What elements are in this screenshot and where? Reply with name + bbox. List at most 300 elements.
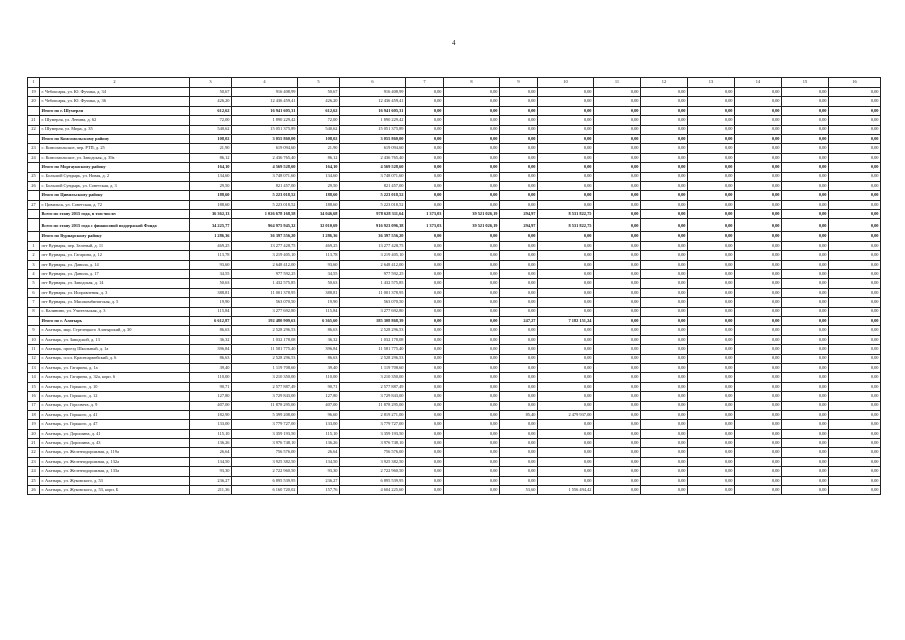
value-cell: 0,00 <box>538 476 594 485</box>
value-cell: 0,00 <box>782 163 829 172</box>
value-cell: 0,00 <box>782 116 829 125</box>
value-cell: 0,00 <box>406 279 444 288</box>
value-cell: 0,00 <box>688 241 735 250</box>
row-number-cell: 17 <box>28 401 40 410</box>
address-cell: Итого по г. Шумерля <box>40 106 190 115</box>
value-cell: 236,27 <box>298 476 340 485</box>
value-cell: 0,00 <box>688 232 735 241</box>
value-cell: 3 748 071,60 <box>340 172 406 181</box>
value-cell: 0,00 <box>641 448 688 457</box>
value-cell: 0,00 <box>735 298 782 307</box>
value-cell: 6 612,87 <box>190 316 232 325</box>
value-cell: 0,00 <box>594 116 641 125</box>
address-cell: г. Алатырь, ул. Заводской, д. 13 <box>40 335 190 344</box>
value-cell: 0,00 <box>500 354 538 363</box>
value-cell: 39 521 026,19 <box>444 210 500 219</box>
value-cell: 0,00 <box>829 439 881 448</box>
table-row <box>28 97 881 106</box>
value-cell: 0,00 <box>688 270 735 279</box>
table-row <box>28 392 881 401</box>
value-cell: 11 001 378,95 <box>340 288 406 297</box>
row-number-cell: 13 <box>28 363 40 372</box>
value-cell: 0,00 <box>538 97 594 106</box>
value-cell: 0,00 <box>829 467 881 476</box>
value-cell: 0,00 <box>688 251 735 260</box>
total-row <box>28 106 881 115</box>
value-cell: 0,00 <box>594 298 641 307</box>
value-cell: 0,00 <box>500 251 538 260</box>
value-cell: 0,00 <box>538 191 594 200</box>
value-cell: 2 722 960,50 <box>340 467 406 476</box>
total-row <box>28 219 881 232</box>
value-cell: 0,00 <box>406 125 444 134</box>
value-cell: 0,00 <box>782 219 829 232</box>
value-cell: 0,00 <box>538 354 594 363</box>
row-number-cell: 1 <box>28 241 40 250</box>
value-cell: 0,00 <box>735 163 782 172</box>
value-cell: 0,00 <box>538 153 594 162</box>
value-cell: 90,71 <box>298 382 340 391</box>
value-cell: 0,00 <box>641 345 688 354</box>
value-cell: 0,00 <box>829 200 881 209</box>
value-cell: 0,00 <box>444 106 500 115</box>
table-row <box>28 401 881 410</box>
value-cell: 0,00 <box>594 467 641 476</box>
value-cell: 0,00 <box>500 270 538 279</box>
value-cell: 0,00 <box>406 354 444 363</box>
value-cell: 2 577 887,49 <box>340 382 406 391</box>
value-cell: 0,00 <box>444 476 500 485</box>
value-cell: 0,00 <box>406 260 444 269</box>
value-cell: 0,00 <box>641 401 688 410</box>
row-number-cell: 5 <box>28 279 40 288</box>
value-cell: 0,00 <box>735 467 782 476</box>
value-cell: 756 576,00 <box>340 448 406 457</box>
value-cell: 0,00 <box>735 439 782 448</box>
row-number-cell: 9 <box>28 326 40 335</box>
value-cell: 11 001 378,95 <box>232 288 298 297</box>
value-cell: 16 941 605,31 <box>340 106 406 115</box>
value-cell: 6 895 539,95 <box>232 476 298 485</box>
value-cell: 0,00 <box>594 316 641 325</box>
value-cell: 0,00 <box>782 486 829 495</box>
value-cell: 619 094,60 <box>232 144 298 153</box>
value-cell: 0,00 <box>538 116 594 125</box>
value-cell: 0,00 <box>500 153 538 162</box>
value-cell: 612,62 <box>190 106 232 115</box>
value-cell: 0,00 <box>594 457 641 466</box>
value-cell: 36 397 556,20 <box>340 232 406 241</box>
value-cell: 0,00 <box>594 88 641 97</box>
value-cell: 0,00 <box>782 410 829 419</box>
row-number-cell <box>28 134 40 143</box>
value-cell: 0,00 <box>829 345 881 354</box>
value-cell: 0,00 <box>406 467 444 476</box>
table-row <box>28 326 881 335</box>
value-cell: 0,00 <box>782 251 829 260</box>
value-cell: 115,10 <box>298 429 340 438</box>
value-cell: 0,00 <box>641 410 688 419</box>
table-row <box>28 476 881 485</box>
value-cell: 0,00 <box>538 181 594 190</box>
value-cell: 0,00 <box>594 191 641 200</box>
value-cell: 3 779 727,00 <box>232 420 298 429</box>
value-cell: 3 729 843,00 <box>340 392 406 401</box>
value-cell: 426,20 <box>298 97 340 106</box>
column-number-cell: 6 <box>340 78 406 88</box>
value-cell: 0,00 <box>500 298 538 307</box>
value-cell: 0,00 <box>406 153 444 162</box>
value-cell: 0,00 <box>735 106 782 115</box>
address-cell: г. Алатырь, ул. Горького, д. 10 <box>40 382 190 391</box>
column-number-cell: 9 <box>500 78 538 88</box>
value-cell: 0,00 <box>688 191 735 200</box>
value-cell: 134,60 <box>298 172 340 181</box>
value-cell: 0,00 <box>444 279 500 288</box>
value-cell: 36 397 556,20 <box>232 232 298 241</box>
value-cell: 0,00 <box>444 429 500 438</box>
row-number-cell: 27 <box>28 200 40 209</box>
table-row <box>28 181 881 190</box>
table-row <box>28 116 881 125</box>
value-cell: 0,00 <box>594 307 641 316</box>
value-cell: 396,84 <box>190 345 232 354</box>
value-cell: 0,00 <box>500 448 538 457</box>
value-cell: 113,78 <box>190 251 232 260</box>
value-cell: 0,00 <box>829 125 881 134</box>
value-cell: 0,00 <box>829 307 881 316</box>
value-cell: 0,00 <box>406 316 444 325</box>
value-cell: 0,00 <box>688 467 735 476</box>
value-cell: 469,25 <box>190 241 232 250</box>
value-cell: 0,00 <box>735 144 782 153</box>
value-cell: 0,00 <box>735 354 782 363</box>
value-cell: 396,84 <box>298 345 340 354</box>
value-cell: 1 432 575,85 <box>232 279 298 288</box>
value-cell: 0,00 <box>538 232 594 241</box>
total-row <box>28 316 881 325</box>
value-cell: 0,00 <box>782 288 829 297</box>
value-cell: 0,00 <box>782 298 829 307</box>
value-cell: 11 878 295,00 <box>232 401 298 410</box>
address-cell: г. Шумерля, ул. Ленина, д. 62 <box>40 116 190 125</box>
address-cell: с. Калинино, ул. Учительская, д. 3 <box>40 307 190 316</box>
value-cell: 0,00 <box>829 106 881 115</box>
value-cell: 3 277 692,80 <box>340 307 406 316</box>
value-cell: 0,00 <box>829 251 881 260</box>
value-cell: 0,00 <box>500 260 538 269</box>
value-cell: 0,00 <box>500 420 538 429</box>
value-cell: 0,00 <box>538 288 594 297</box>
value-cell: 247,27 <box>500 316 538 325</box>
column-number-cell: 14 <box>735 78 782 88</box>
value-cell: 0,00 <box>782 392 829 401</box>
value-cell: 0,00 <box>594 251 641 260</box>
value-cell: 86,12 <box>298 153 340 162</box>
value-cell: 0,00 <box>406 401 444 410</box>
value-cell: 0,00 <box>444 448 500 457</box>
value-cell: 0,00 <box>641 439 688 448</box>
column-number-cell: 10 <box>538 78 594 88</box>
value-cell: 34 225,77 <box>190 219 232 232</box>
value-cell: 0,00 <box>829 279 881 288</box>
value-cell: 0,00 <box>444 251 500 260</box>
value-cell: 0,00 <box>406 97 444 106</box>
value-cell: 0,00 <box>735 191 782 200</box>
row-number-cell: 26 <box>28 486 40 495</box>
value-cell: 0,00 <box>641 125 688 134</box>
row-number-cell: 22 <box>28 448 40 457</box>
value-cell: 134,50 <box>190 457 232 466</box>
value-cell: 0,00 <box>829 116 881 125</box>
total-row <box>28 210 881 219</box>
value-cell: 977 592,25 <box>340 270 406 279</box>
value-cell: 0,00 <box>829 457 881 466</box>
value-cell: 36,32 <box>190 335 232 344</box>
value-cell: 0,00 <box>594 270 641 279</box>
value-cell: 0,00 <box>735 88 782 97</box>
value-cell: 0,00 <box>500 307 538 316</box>
value-cell: 0,00 <box>782 429 829 438</box>
value-cell: 0,00 <box>444 467 500 476</box>
value-cell: 2 648 412,00 <box>340 260 406 269</box>
column-number-cell: 2 <box>40 78 190 88</box>
value-cell: 11 581 775,40 <box>232 345 298 354</box>
value-cell: 0,00 <box>538 363 594 372</box>
address-cell: Итого по Цивильскому району <box>40 191 190 200</box>
value-cell: 6 895 539,95 <box>340 476 406 485</box>
value-cell: 0,00 <box>538 163 594 172</box>
row-number-cell: 6 <box>28 288 40 297</box>
value-cell: 3 359 193,50 <box>232 429 298 438</box>
value-cell: 85,40 <box>500 410 538 419</box>
value-cell: 0,00 <box>782 181 829 190</box>
row-number-cell: 19 <box>28 420 40 429</box>
row-number-cell: 19 <box>28 88 40 97</box>
value-cell: 0,00 <box>444 392 500 401</box>
row-number-cell: 15 <box>28 382 40 391</box>
address-cell: г. Алатырь, ул. Горького, д. 12 <box>40 392 190 401</box>
value-cell: 0,00 <box>782 125 829 134</box>
value-cell: 0,00 <box>444 97 500 106</box>
value-cell: 36 362,13 <box>190 210 232 219</box>
value-cell: 0,00 <box>735 232 782 241</box>
value-cell: 0,00 <box>444 382 500 391</box>
value-cell: 0,00 <box>406 288 444 297</box>
table-row <box>28 270 881 279</box>
value-cell: 0,00 <box>829 335 881 344</box>
value-cell: 0,00 <box>829 354 881 363</box>
value-cell: 0,00 <box>444 298 500 307</box>
value-cell: 0,00 <box>641 335 688 344</box>
value-cell: 0,00 <box>500 232 538 241</box>
address-cell: с. Комсомольское, ул. Заводская, д. 39а <box>40 153 190 162</box>
value-cell: 0,00 <box>594 326 641 335</box>
value-cell: 0,00 <box>641 307 688 316</box>
value-cell: 96,60 <box>298 410 340 419</box>
value-cell: 0,00 <box>829 382 881 391</box>
value-cell: 1 119 708,60 <box>232 363 298 372</box>
column-number-cell: 12 <box>641 78 688 88</box>
value-cell: 0,00 <box>500 288 538 297</box>
address-cell: г. Алатырь, ул. Жуковского, д. 53 <box>40 476 190 485</box>
row-number-cell: 24 <box>28 467 40 476</box>
value-cell: 0,00 <box>735 125 782 134</box>
value-cell: 619 094,60 <box>340 144 406 153</box>
value-cell: 0,00 <box>538 457 594 466</box>
value-cell: 0,00 <box>641 97 688 106</box>
value-cell: 5 223 018,52 <box>232 200 298 209</box>
table-row <box>28 298 881 307</box>
value-cell: 0,00 <box>444 125 500 134</box>
value-cell: 0,00 <box>641 382 688 391</box>
value-cell: 0,00 <box>444 153 500 162</box>
address-cell: Итого по г. Алатырь <box>40 316 190 325</box>
address-cell: г. Алатырь, ул. Дорошина, д. 41 <box>40 429 190 438</box>
table-row <box>28 335 881 344</box>
value-cell: 2 528 296,53 <box>340 354 406 363</box>
value-cell: 0,00 <box>538 467 594 476</box>
value-cell: 6 365,60 <box>298 316 340 325</box>
value-cell: 0,00 <box>688 219 735 232</box>
value-cell: 0,00 <box>641 153 688 162</box>
value-cell: 0,00 <box>406 88 444 97</box>
value-cell: 12 436 459,41 <box>340 97 406 106</box>
value-cell: 39 521 026,19 <box>444 219 500 232</box>
value-cell: 0,00 <box>594 345 641 354</box>
value-cell: 0,00 <box>641 279 688 288</box>
value-cell: 0,00 <box>500 241 538 250</box>
table-row <box>28 410 881 419</box>
value-cell: 294,97 <box>500 210 538 219</box>
value-cell: 0,00 <box>500 401 538 410</box>
value-cell: 0,00 <box>735 326 782 335</box>
value-cell: 0,00 <box>735 316 782 325</box>
value-cell: 0,00 <box>406 373 444 382</box>
value-cell: 5 399 208,00 <box>232 410 298 419</box>
value-cell: 0,00 <box>688 153 735 162</box>
row-number-cell: 10 <box>28 335 40 344</box>
value-cell: 3 210 350,00 <box>340 373 406 382</box>
value-cell: 0,00 <box>735 345 782 354</box>
value-cell: 0,00 <box>538 373 594 382</box>
address-cell: г. Алатырь, ул. Железнодорожная, д. 132а <box>40 457 190 466</box>
value-cell: 0,00 <box>641 457 688 466</box>
value-cell: 0,00 <box>444 373 500 382</box>
value-cell: 0,00 <box>538 260 594 269</box>
value-cell: 0,00 <box>829 241 881 250</box>
value-cell: 0,00 <box>641 486 688 495</box>
value-cell: 0,00 <box>500 373 538 382</box>
value-cell: 0,00 <box>829 363 881 372</box>
value-cell: 0,00 <box>594 410 641 419</box>
row-number-cell: 11 <box>28 345 40 354</box>
value-cell: 11 581 775,40 <box>340 345 406 354</box>
row-number-cell: 21 <box>28 439 40 448</box>
value-cell: 50,67 <box>190 88 232 97</box>
value-cell: 93,30 <box>190 467 232 476</box>
value-cell: 0,00 <box>500 457 538 466</box>
value-cell: 0,00 <box>688 88 735 97</box>
value-cell: 1 890 229,42 <box>232 116 298 125</box>
address-cell: пгт Вурнары, ул. Исправления, д. 3 <box>40 288 190 297</box>
value-cell: 86,63 <box>190 354 232 363</box>
value-cell: 0,00 <box>735 172 782 181</box>
row-number-cell: 26 <box>28 181 40 190</box>
value-cell: 0,00 <box>735 260 782 269</box>
value-cell: 0,00 <box>500 392 538 401</box>
value-cell: 0,00 <box>782 200 829 209</box>
value-cell: 182,90 <box>190 410 232 419</box>
table-row <box>28 448 881 457</box>
value-cell: 0,00 <box>688 125 735 134</box>
value-cell: 2 722 960,50 <box>232 467 298 476</box>
value-cell: 540,62 <box>298 125 340 134</box>
value-cell: 0,00 <box>444 439 500 448</box>
value-cell: 0,00 <box>500 97 538 106</box>
value-cell: 540,62 <box>190 125 232 134</box>
value-cell: 136,26 <box>190 439 232 448</box>
value-cell: 0,00 <box>594 172 641 181</box>
value-cell: 0,00 <box>735 420 782 429</box>
value-cell: 0,00 <box>538 144 594 153</box>
value-cell: 2 577 887,49 <box>232 382 298 391</box>
address-cell: г. Алатырь, ул. Гагарина, д. 1а <box>40 363 190 372</box>
value-cell: 236,27 <box>190 476 232 485</box>
value-cell: 93,60 <box>190 260 232 269</box>
value-cell: 0,00 <box>688 486 735 495</box>
value-cell: 0,00 <box>500 88 538 97</box>
value-cell: 39,40 <box>190 363 232 372</box>
value-cell: 21,90 <box>190 144 232 153</box>
table-row <box>28 439 881 448</box>
value-cell: 3 925 382,50 <box>232 457 298 466</box>
value-cell: 0,00 <box>782 326 829 335</box>
value-cell: 19,90 <box>190 298 232 307</box>
value-cell: 0,00 <box>735 401 782 410</box>
value-cell: 108,02 <box>190 134 232 143</box>
page-number-mark: 4 <box>452 39 456 47</box>
row-number-cell: 24 <box>28 153 40 162</box>
value-cell: 0,00 <box>500 163 538 172</box>
address-cell: пгт Вурнары, пер. Зеленый, д. 11 <box>40 241 190 250</box>
value-cell: 0,00 <box>782 210 829 219</box>
total-row <box>28 191 881 200</box>
value-cell: 0,00 <box>406 116 444 125</box>
value-cell: 0,00 <box>641 191 688 200</box>
value-cell: 3 210 350,00 <box>232 373 298 382</box>
value-cell: 0,00 <box>406 335 444 344</box>
value-cell: 0,00 <box>538 200 594 209</box>
value-cell: 13 277 428,75 <box>232 241 298 250</box>
value-cell: 0,00 <box>538 382 594 391</box>
value-cell: 90,71 <box>190 382 232 391</box>
value-cell: 192 480 909,63 <box>232 316 298 325</box>
value-cell: 0,00 <box>782 97 829 106</box>
address-cell: г. Алатырь, ул. Железнодорожная, д. 119а <box>40 448 190 457</box>
address-cell: Итого по Вурнарскому району <box>40 232 190 241</box>
value-cell: 0,00 <box>782 382 829 391</box>
address-cell: г. Алатырь, ул. Дорошина, д. 43 <box>40 439 190 448</box>
value-cell: 0,00 <box>688 298 735 307</box>
value-cell: 115,84 <box>298 307 340 316</box>
value-cell: 0,00 <box>688 457 735 466</box>
value-cell: 0,00 <box>688 373 735 382</box>
value-cell: 0,00 <box>829 191 881 200</box>
total-row <box>28 232 881 241</box>
table-row <box>28 88 881 97</box>
value-cell: 0,00 <box>406 439 444 448</box>
